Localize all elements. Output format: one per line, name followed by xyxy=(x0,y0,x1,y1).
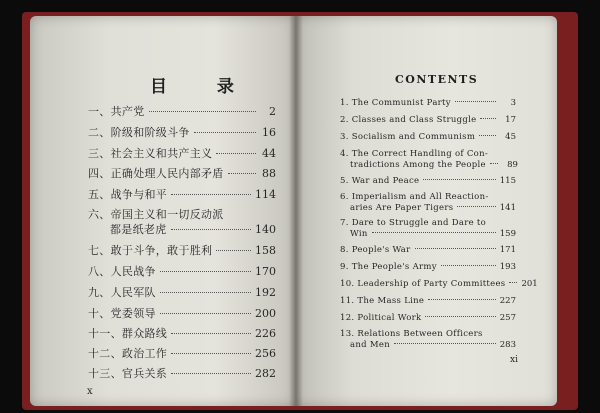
toc-entry-label: 八、人民战争 xyxy=(88,265,156,278)
toc-entry-cn-continuation xyxy=(110,221,276,237)
toc-entry-page: 114 xyxy=(255,188,276,201)
dot-leader xyxy=(415,248,496,249)
dot-leader xyxy=(171,353,251,354)
dot-leader xyxy=(428,299,496,300)
dot-leader xyxy=(425,316,495,317)
dot-leader xyxy=(423,179,495,180)
toc-entry-cn xyxy=(88,284,276,300)
dot-leader xyxy=(490,163,498,164)
toc-entry-en xyxy=(340,192,516,202)
dot-leader xyxy=(457,206,495,207)
toc-entry-label: 七、敢于斗争，敢于胜利 xyxy=(88,244,213,257)
toc-entry-en xyxy=(340,279,538,289)
left-page-folio: x xyxy=(87,386,93,397)
toc-entry-page: 89 xyxy=(507,160,518,170)
toc-entry-en xyxy=(340,132,516,142)
toc-entry-page: 257 xyxy=(499,313,516,323)
toc-entry-label: 11. The Mass Line xyxy=(340,296,425,306)
toc-entry-page: 200 xyxy=(255,307,276,320)
toc-entry-en xyxy=(340,176,516,186)
toc-entry-page: 140 xyxy=(255,223,276,236)
toc-entry-label: 10. Leadership of Party Committees xyxy=(340,279,506,289)
toc-entry-label: tradictions Among the People xyxy=(350,160,486,170)
toc-entry-page: 193 xyxy=(499,262,516,272)
toc-entry-cn xyxy=(88,345,276,361)
toc-entry-label: 一、共产党 xyxy=(88,105,145,118)
toc-entry-en xyxy=(340,98,516,108)
toc-entry-en-continuation xyxy=(350,203,516,213)
dot-leader xyxy=(455,101,496,102)
toc-entry-page: 17 xyxy=(505,115,516,125)
toc-entry-label: 九、人民军队 xyxy=(88,286,156,299)
dot-leader xyxy=(149,111,257,112)
toc-entry-label: 五、战争与和平 xyxy=(88,188,168,201)
dot-leader xyxy=(216,153,256,154)
dot-leader xyxy=(160,271,251,272)
toc-entry-page: 45 xyxy=(505,132,516,142)
toc-entry-en-continuation xyxy=(350,160,516,170)
dot-leader xyxy=(171,373,251,374)
toc-entry-cn xyxy=(88,325,276,341)
toc-entry-label: 十、党委领导 xyxy=(88,307,156,320)
dot-leader xyxy=(160,313,251,314)
toc-entry-cn xyxy=(88,145,276,161)
toc-entry-en xyxy=(340,296,516,306)
toc-entry-cn xyxy=(88,186,276,202)
toc-entry-en-continuation xyxy=(350,229,516,239)
toc-entry-label: 十一、群众路线 xyxy=(88,327,168,340)
dot-leader xyxy=(372,232,496,233)
dot-leader xyxy=(394,343,496,344)
toc-entry-label: 2. Classes and Class Struggle xyxy=(340,115,477,125)
toc-entry-label: 十二、政治工作 xyxy=(88,347,168,360)
toc-entry-label: 1. The Communist Party xyxy=(340,98,451,108)
dot-leader xyxy=(228,173,256,174)
toc-entry-page: 201 xyxy=(521,279,538,289)
toc-entry-cn xyxy=(88,103,276,119)
dot-leader xyxy=(171,194,251,195)
toc-entry-label: Win xyxy=(350,229,368,239)
toc-entry-cn xyxy=(88,305,276,321)
toc-entry-page: 226 xyxy=(255,327,276,340)
dot-leader xyxy=(480,118,496,119)
toc-entry-page: 171 xyxy=(499,245,516,255)
toc-entry-page: 44 xyxy=(262,147,276,160)
dot-leader xyxy=(171,333,251,334)
toc-entry-page: 115 xyxy=(499,176,516,186)
left-page-title: 目 录 xyxy=(150,77,256,97)
toc-entry-label: 四、正确处理人民内部矛盾 xyxy=(88,167,224,180)
toc-entry-label: 12. Political Work xyxy=(340,313,422,323)
toc-entry-cn xyxy=(88,365,276,381)
toc-entry-en xyxy=(340,329,516,339)
toc-entry-label: 4. The Correct Handling of Con- xyxy=(340,149,489,159)
toc-entry-page: 16 xyxy=(262,126,276,139)
toc-entry-label: 十三、官兵关系 xyxy=(88,367,168,380)
toc-entry-en xyxy=(340,115,516,125)
right-page-folio: xi xyxy=(510,355,518,365)
toc-entry-label: aries Are Paper Tigers xyxy=(350,203,454,213)
toc-entry-page: 282 xyxy=(255,367,276,380)
toc-entry-en xyxy=(340,262,516,272)
toc-entry-label: 六、帝国主义和一切反动派 xyxy=(88,208,224,221)
toc-entry-cn xyxy=(88,263,276,279)
toc-entry-label: 8. People's War xyxy=(340,245,411,255)
toc-entry-page: 141 xyxy=(499,203,516,213)
toc-entry-page: 170 xyxy=(255,265,276,278)
toc-entry-label: 9. The People's Army xyxy=(340,262,437,272)
toc-entry-cn xyxy=(88,206,276,222)
toc-entry-page: 256 xyxy=(255,347,276,360)
toc-entry-label: 都是纸老虎 xyxy=(110,223,167,236)
toc-entry-en xyxy=(340,313,516,323)
toc-entry-label: and Men xyxy=(350,340,390,350)
toc-entry-cn xyxy=(88,165,276,181)
toc-entry-page: 3 xyxy=(510,98,516,108)
toc-entry-page: 158 xyxy=(255,244,276,257)
toc-entry-page: 88 xyxy=(262,167,276,180)
toc-entry-label: 13. Relations Between Officers xyxy=(340,329,483,339)
toc-entry-page: 159 xyxy=(499,229,516,239)
dot-leader xyxy=(441,265,496,266)
toc-entry-en xyxy=(340,149,516,159)
toc-entry-page: 283 xyxy=(499,340,516,350)
toc-entry-cn xyxy=(88,124,276,140)
toc-entry-page: 192 xyxy=(255,286,276,299)
toc-entry-cn xyxy=(88,242,276,258)
toc-entry-label: 6. Imperialism and All Reaction- xyxy=(340,192,489,202)
dot-leader xyxy=(171,229,252,230)
toc-entry-en xyxy=(340,218,516,228)
toc-entry-page: 2 xyxy=(269,105,276,118)
toc-entry-label: 5. War and Peace xyxy=(340,176,420,186)
book-gutter xyxy=(289,16,303,406)
dot-leader xyxy=(509,282,517,283)
dot-leader xyxy=(194,132,256,133)
toc-entry-label: 二、阶级和阶级斗争 xyxy=(88,126,190,139)
dot-leader xyxy=(479,135,496,136)
toc-entry-page: 227 xyxy=(499,296,516,306)
toc-entry-en-continuation xyxy=(350,340,516,350)
toc-entry-en xyxy=(340,245,516,255)
dot-leader xyxy=(160,292,251,293)
toc-entry-label: 7. Dare to Struggle and Dare to xyxy=(340,218,487,228)
toc-entry-label: 3. Socialism and Communism xyxy=(340,132,476,142)
right-page-title: CONTENTS xyxy=(395,73,479,86)
dot-leader xyxy=(216,250,251,251)
toc-entry-label: 三、社会主义和共产主义 xyxy=(88,147,213,160)
